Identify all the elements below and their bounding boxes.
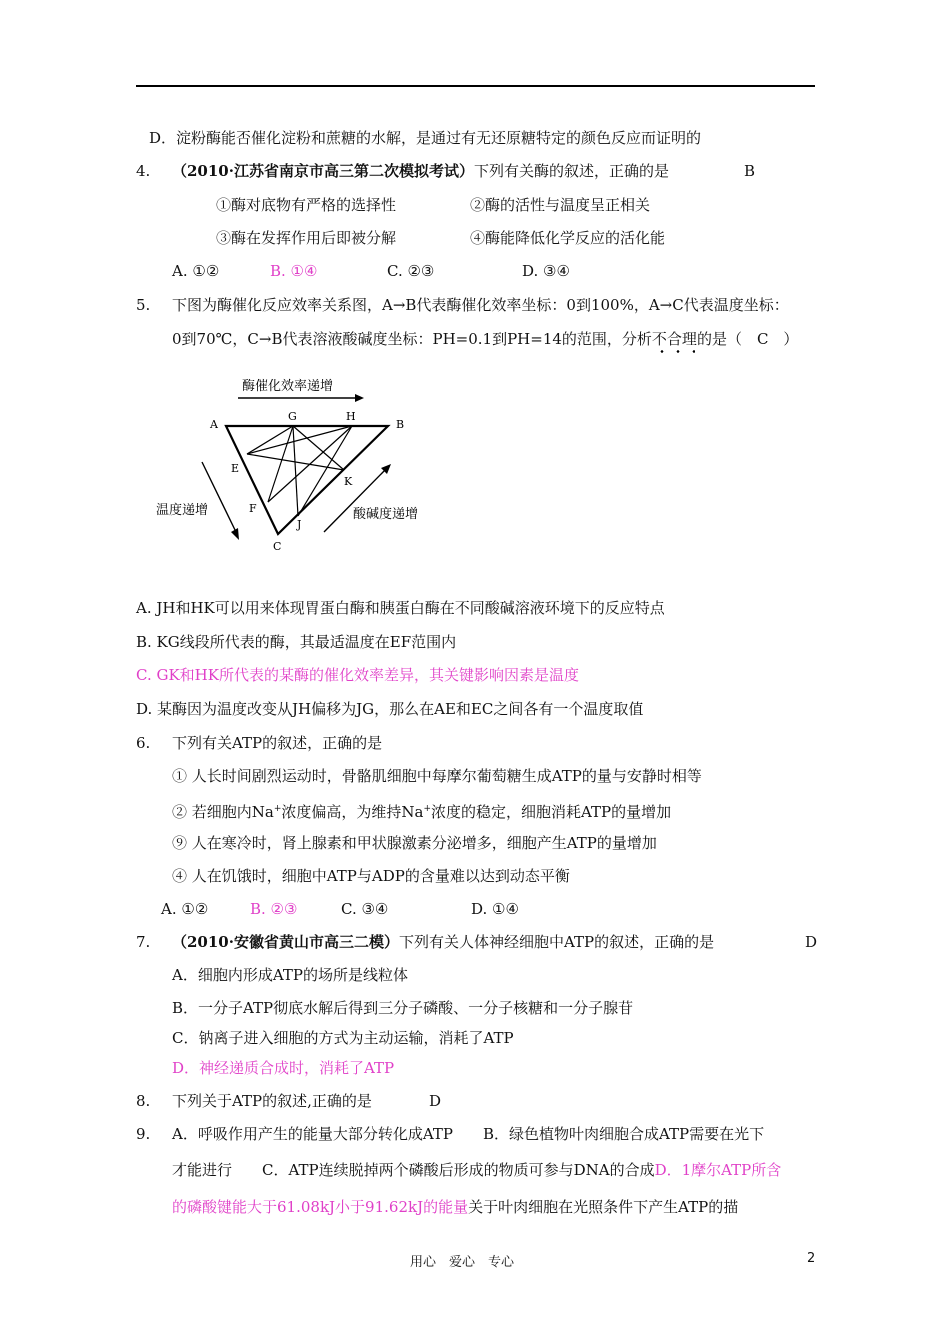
q6-option-b: B. ②③ <box>250 900 298 918</box>
q4-option-a: A. ①② <box>172 262 220 280</box>
q5-stem-line-1: 下图为酶催化反应效率关系图，A→B代表酶催化效率坐标：0到100%，A→C代表温度坐标： <box>172 296 789 314</box>
q8-answer: D <box>429 1092 442 1110</box>
q7-option-b: B．一分子ATP彻底水解后得到三分子磷酸、一分子核糖和一分子腺苷 <box>172 999 634 1017</box>
q4-statement-4: ④酶能降低化学反应的活化能 <box>470 229 666 247</box>
q6-option-a: A. ①② <box>161 900 209 918</box>
q7-option-d: D．神经递质合成时，消耗了ATP <box>172 1059 395 1077</box>
q6-s2-part-a: ② 若细胞内Na <box>172 803 274 821</box>
q7-source: （2010·安徽省黄山市高三二模） <box>172 933 399 951</box>
q4-statement-2: ②酶的活性与温度呈正相关 <box>470 196 651 214</box>
q4-option-d: D. ③④ <box>522 262 570 280</box>
q6-statement-3: ⑨ 人在寒冷时，肾上腺素和甲状腺激素分泌增多，细胞产生ATP的量增加 <box>172 834 657 852</box>
q8-stem: 下列关于ATP的叙述,正确的是 <box>172 1092 372 1110</box>
q5-option-d: D. 某酶因为温度改变从JH偏移为JG，那么在AE和EC之间各有一个温度取值 <box>136 700 644 718</box>
q4-source: （2010·江苏省南京市高三第二次模拟考试） <box>172 162 474 180</box>
left-arrow-head <box>231 528 239 540</box>
point-e-label: E <box>231 462 240 475</box>
q4-statement-3: ③酶在发挥作用后即被分解 <box>216 229 397 247</box>
enzyme-efficiency-diagram <box>150 372 440 562</box>
page-number: 2 <box>807 1251 816 1266</box>
q4-answer: B <box>744 162 756 180</box>
q5-number: 5. <box>136 296 151 314</box>
q4-stem-line <box>172 161 669 181</box>
q9-line-3a: 的磷酸键能大于61.08kJ小于91.62kJ的能量 <box>172 1198 469 1216</box>
left-label: 温度递增 <box>156 503 209 518</box>
q9-line-3 <box>172 1197 738 1217</box>
q5-emphasis: 不合理 <box>651 330 697 348</box>
q6-option-d: D. ①④ <box>471 900 519 918</box>
q9-line-2 <box>172 1160 781 1180</box>
q6-s2-part-b: 浓度偏高，为维持Na <box>281 803 424 821</box>
point-j-label: J <box>297 518 302 531</box>
q7-option-a: A．细胞内形成ATP的场所是线粒体 <box>172 966 408 984</box>
q7-number: 7. <box>136 933 151 951</box>
q4-stem: 下列有关酶的叙述，正确的是 <box>473 162 669 180</box>
q5-option-b: B. KG线段所代表的酶，其最适温度在EF范围内 <box>136 633 457 651</box>
q5-stem-2a: 0到70℃，C→B代表溶液酸碱度坐标：PH=0.1到PH=14的范围，分析 <box>172 330 652 348</box>
q6-s2-part-c: 浓度的稳定，细胞消耗ATP的量增加 <box>431 803 672 821</box>
q6-option-c: C. ③④ <box>341 900 389 918</box>
q7-stem: 下列有关人体神经细胞中ATP的叙述，正确的是 <box>398 933 715 951</box>
header-rule <box>136 85 815 87</box>
right-label: 酸碱度递增 <box>353 507 419 522</box>
q6-s2-sup-2: + <box>423 804 432 814</box>
top-label: 酶催化效率递增 <box>242 379 334 394</box>
q9-line-1: A．呼吸作用产生的能量大部分转化成ATP B．绿色植物叶肉细胞合成ATP需要在光下 <box>172 1125 765 1143</box>
q7-stem-line <box>172 932 714 952</box>
q6-s2-sup-1: + <box>273 804 282 814</box>
q6-statement-2 <box>172 799 671 822</box>
q6-statement-1: ① 人长时间剧烈运动时，骨骼肌细胞中每摩尔葡萄糖生成ATP的量与安静时相等 <box>172 767 702 785</box>
q5-option-c: C. GK和HK所代表的某酶的催化效率差异，其关键影响因素是温度 <box>136 666 579 684</box>
q6-statement-4: ④ 人在饥饿时，细胞中ATP与ADP的含量难以达到动态平衡 <box>172 867 570 885</box>
q9-number: 9. <box>136 1125 151 1143</box>
point-c-label: C <box>273 540 282 553</box>
q7-option-c: C．钠离子进入细胞的方式为主动运输，消耗了ATP <box>172 1029 514 1047</box>
point-g-label: G <box>288 410 297 423</box>
q5-stem-line-2 <box>172 329 798 349</box>
q9-line-2b: D．1摩尔ATP所含 <box>654 1161 782 1179</box>
q7-answer: D <box>805 933 818 951</box>
point-k-label: K <box>344 475 353 488</box>
top-arrow-head <box>355 394 364 402</box>
point-a-label: A <box>210 418 218 431</box>
point-b-label: B <box>396 418 405 431</box>
q9-line-2a: 才能进行 C．ATP连续脱掉两个磷酸后形成的物质可参与DNA的合成 <box>172 1161 655 1179</box>
footer-slogan: 用心 爱心 专心 <box>410 1255 515 1270</box>
q4-statement-1: ①酶对底物有严格的选择性 <box>216 196 397 214</box>
q6-number: 6. <box>136 734 151 752</box>
q9-line-3b: 关于叶肉细胞在光照条件下产生ATP的描 <box>468 1198 739 1216</box>
q3-option-d: D．淀粉酶能否催化淀粉和蔗糖的水解，是通过有无还原糖特定的颜色反应而证明的 <box>149 129 702 147</box>
q5-stem-2c: 的是（ C ） <box>696 330 799 348</box>
point-f-label: F <box>249 502 257 515</box>
q6-stem: 下列有关ATP的叙述，正确的是 <box>172 734 383 752</box>
q4-option-b: B. ①④ <box>270 262 318 280</box>
q4-option-c: C. ②③ <box>387 262 435 280</box>
q8-number: 8. <box>136 1092 151 1110</box>
q4-number: 4. <box>136 162 151 180</box>
point-h-label: H <box>346 410 356 423</box>
q5-option-a: A. JH和HK可以用来体现胃蛋白酶和胰蛋白酶在不同酸碱溶液环境下的反应特点 <box>136 599 665 617</box>
